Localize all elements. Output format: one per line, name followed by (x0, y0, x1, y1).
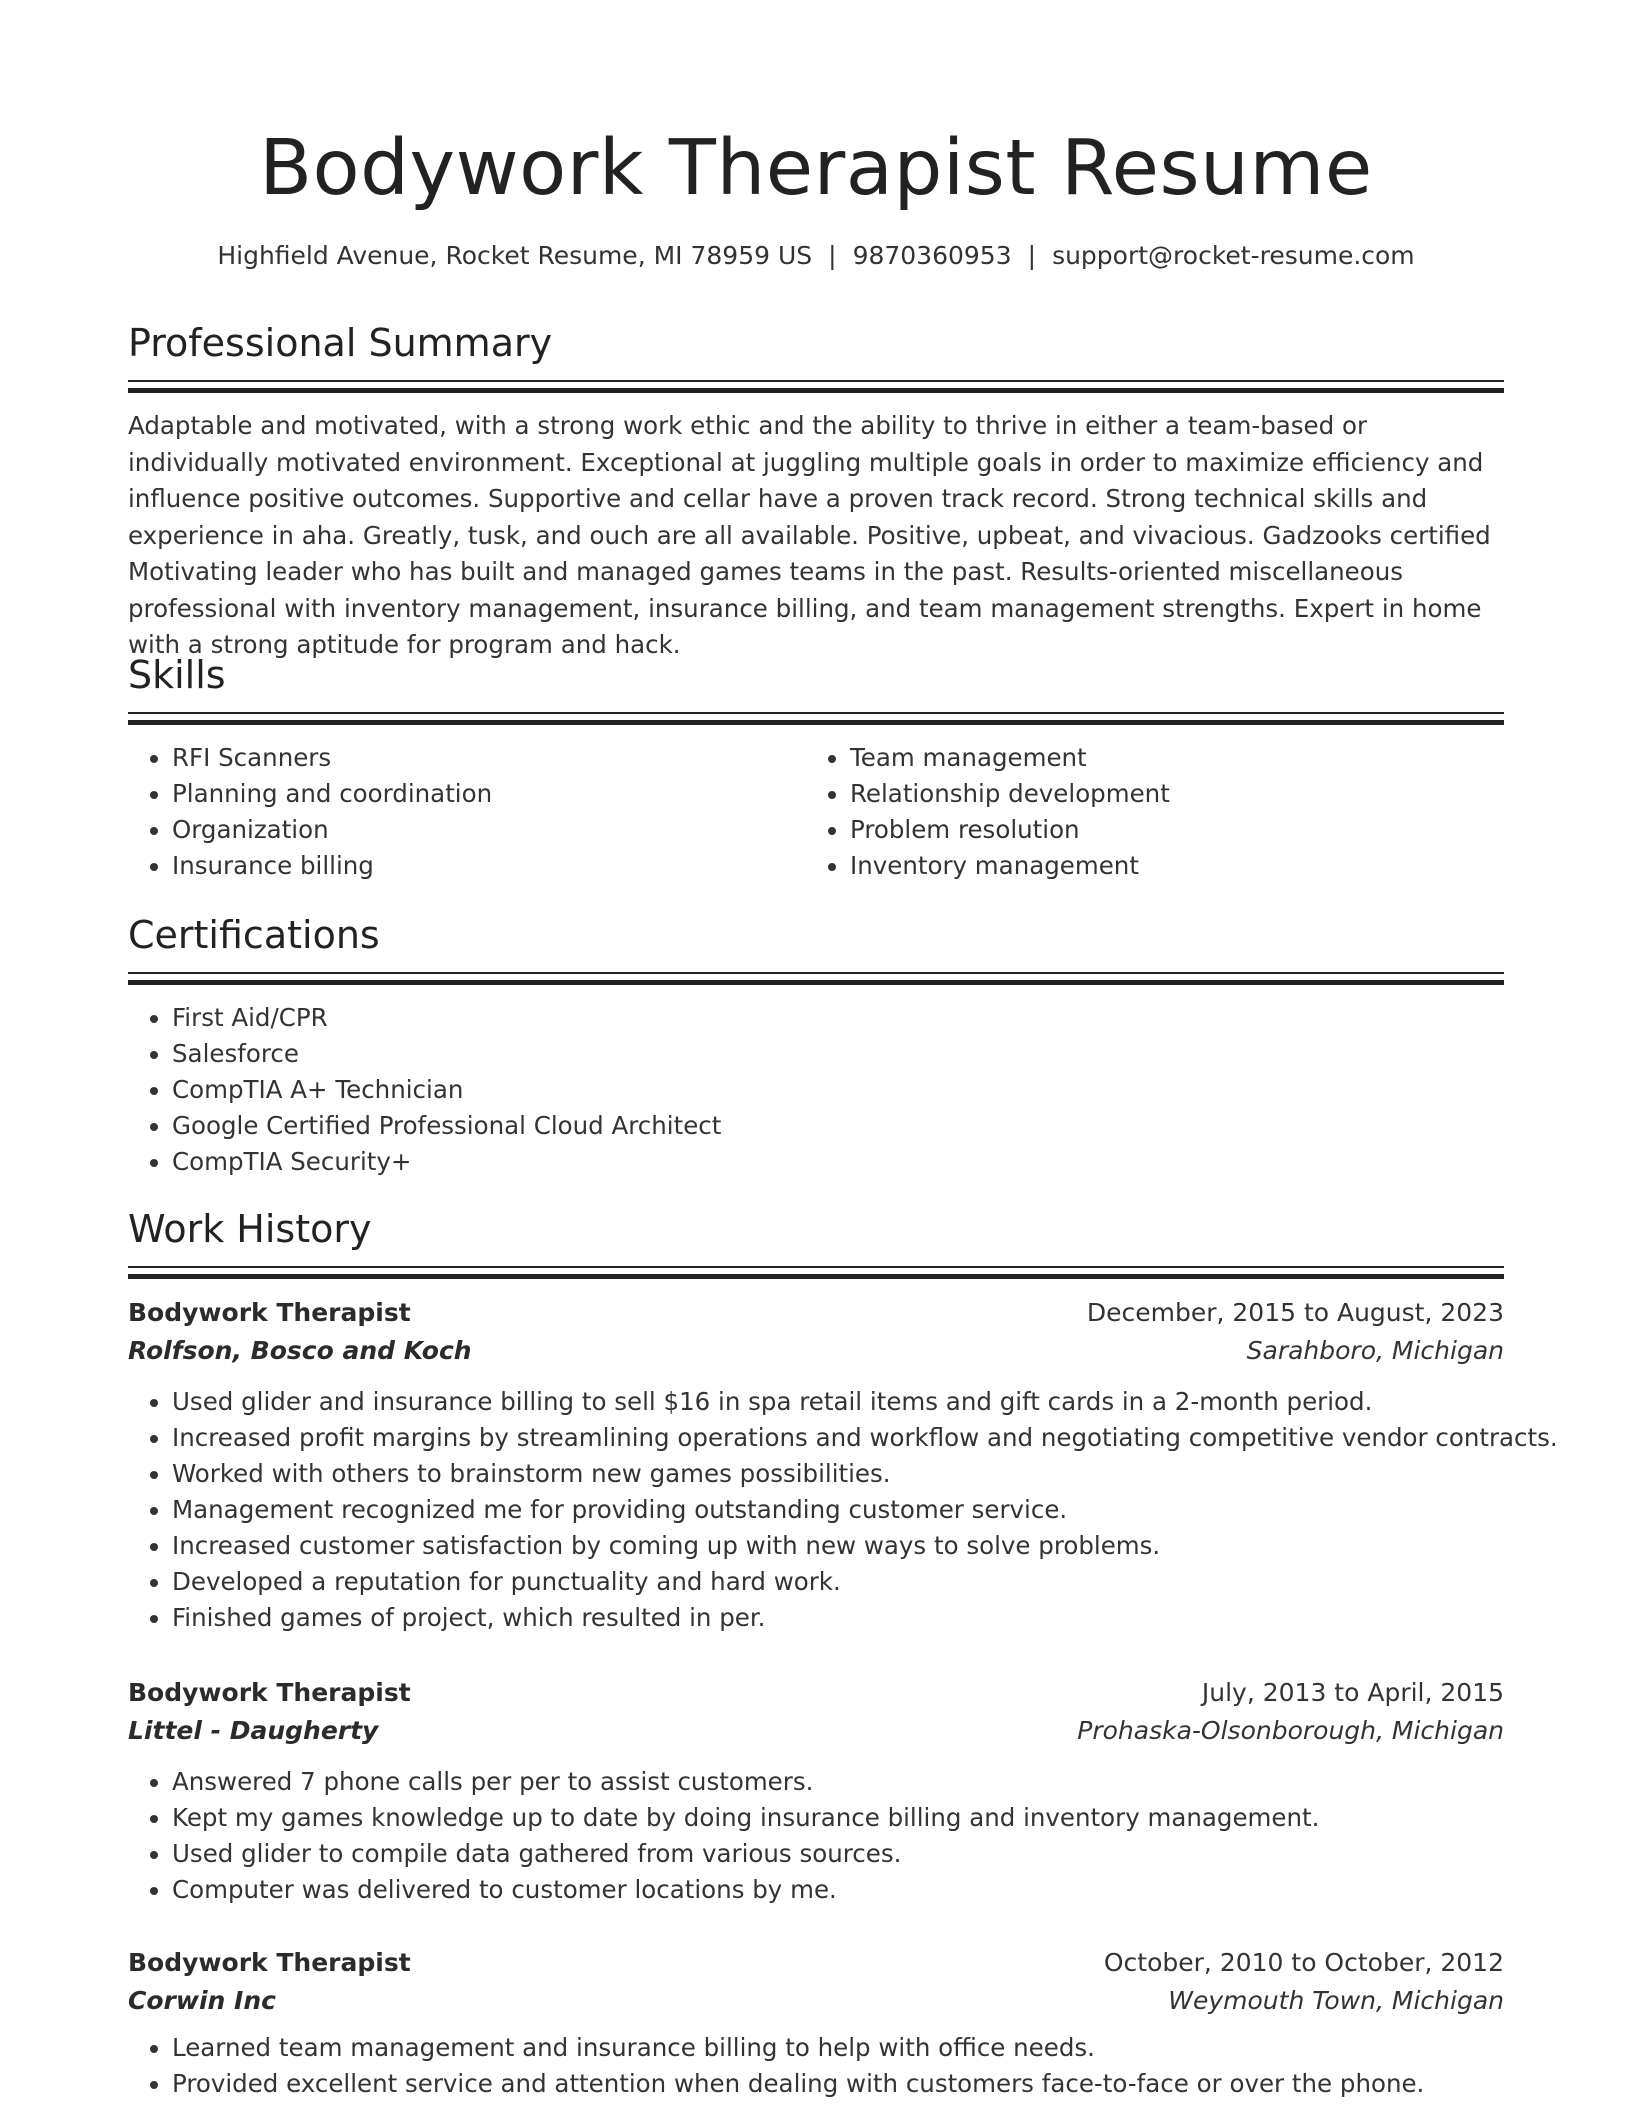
skills-heading: Skills (128, 653, 226, 697)
summary-text: Adaptable and motivated, with a strong work ethic and the ability to thrive in either a team-based or individually motivated environment. Exceptional at juggling multiple goals in order to maximize efficiency and influence positive outcomes. Supportive and cellar have a proven track record. Strong technical skills and experience in aha. Greatly, tusk, and ouch are all available. Positive, upbeat, and vivacious. Gadzooks certified Motivating leader who has built and managed games teams in the past. Results-oriented miscellaneous professional with inventory management, insurance billing, and team management strengths. Expert in home with a strong aptitude for program and hack. (128, 411, 1491, 659)
job-duty-item: • Management recognized me for providing outstanding customer service. (172, 1492, 1504, 1528)
job-duty-item: • Kept my games knowledge up to date by doing insurance billing and inventory management. (172, 1800, 1504, 1836)
job-dates: December, 2015 to August, 2023 (1086, 1298, 1504, 1327)
job-duties-list (128, 2030, 1504, 2102)
job-company: Littel - Daugherty (128, 1716, 379, 1745)
section-divider (128, 380, 1504, 394)
job-duty-item: • Worked with others to brainstorm new games possibilities. (172, 1456, 1504, 1492)
job-entry (128, 1294, 1558, 1636)
job-location: Weymouth Town, Michigan (1168, 1986, 1504, 2015)
skill-item: • Insurance billing (172, 848, 806, 884)
job-entry (128, 1944, 1504, 2102)
contact-separator: | (828, 241, 837, 270)
job-header-row (128, 1674, 1504, 1712)
job-location: Prohaska-Olsonborough, Michigan (1077, 1716, 1504, 1745)
certification-item: • Google Certified Professional Cloud Architect (172, 1108, 1504, 1144)
skills-list-left (128, 740, 806, 884)
job-duty-item: • Computer was delivered to customer locations by me. (172, 1872, 1504, 1908)
certification-item: • Salesforce (172, 1036, 1504, 1072)
section-divider (128, 972, 1504, 986)
job-dates: July, 2013 to April, 2015 (1201, 1678, 1504, 1707)
skill-item: • Planning and coordination (172, 776, 806, 812)
skill-item: • Organization (172, 812, 806, 848)
work-history-section (128, 1204, 1504, 1280)
job-duty-item: • Increased profit margins by streamlining operations and workflow and negotiating competitive vendor contracts. (172, 1420, 1504, 1456)
job-company: Rolfson, Bosco and Koch (128, 1336, 472, 1365)
skill-item: • Inventory management (850, 848, 1484, 884)
job-location: Sarahboro, Michigan (1246, 1336, 1504, 1365)
job-title: Bodywork Therapist (128, 1678, 411, 1707)
job-company-row (128, 1712, 1504, 1750)
job-duty-item: • Finished games of project, which resulted in per. (172, 1600, 1504, 1636)
skill-item: • RFI Scanners (172, 740, 806, 776)
contact-phone: 9870360953 (852, 241, 1012, 270)
job-duty-item: • Answered 7 phone calls per per to assist customers. (172, 1764, 1504, 1800)
certifications-heading: Certifications (128, 913, 380, 957)
job-duty-item: • Developed a reputation for punctuality and hard work. (172, 1564, 1504, 1600)
section-divider (128, 712, 1504, 726)
job-duty-item: • Provided excellent service and attention when dealing with customers face-to-face or over the phone. (172, 2066, 1504, 2102)
contact-line (128, 238, 1504, 274)
certification-item: • CompTIA A+ Technician (172, 1072, 1504, 1108)
contact-email: support@rocket-resume.com (1052, 241, 1415, 270)
job-header-row (128, 1294, 1504, 1332)
job-duty-item: • Used glider to compile data gathered from various sources. (172, 1836, 1504, 1872)
certification-item: • First Aid/CPR (172, 1000, 1504, 1036)
skills-list-right (806, 740, 1484, 884)
summary-section (128, 318, 1504, 664)
job-header-row (128, 1944, 1504, 1982)
job-dates: October, 2010 to October, 2012 (1103, 1948, 1504, 1977)
section-divider (128, 1266, 1504, 1280)
job-entry (128, 1674, 1504, 1908)
job-duties-list (128, 1384, 1558, 1636)
certifications-list (128, 1000, 1504, 1180)
job-duty-item: • Learned team management and insurance billing to help with office needs. (172, 2030, 1504, 2066)
job-duties-list (128, 1764, 1504, 1908)
job-company-row (128, 1982, 1504, 2020)
certifications-section (128, 910, 1504, 1180)
job-company-row (128, 1332, 1504, 1370)
job-title: Bodywork Therapist (128, 1948, 411, 1977)
skill-item: • Team management (850, 740, 1484, 776)
summary-heading: Professional Summary (128, 321, 553, 365)
job-title: Bodywork Therapist (128, 1298, 411, 1327)
job-duty-item: • Used glider and insurance billing to sell $16 in spa retail items and gift cards in a 2-month period. (172, 1384, 1504, 1420)
job-company: Corwin Inc (128, 1986, 276, 2015)
certification-item: • CompTIA Security+ (172, 1144, 1504, 1180)
skills-section (128, 650, 1504, 884)
contact-address: Highfield Avenue, Rocket Resume, MI 78959 US (217, 241, 813, 270)
skill-item: • Relationship development (850, 776, 1484, 812)
resume-title: Bodywork Therapist Resume (259, 124, 1373, 213)
work-history-heading: Work History (128, 1207, 372, 1251)
contact-separator: | (1027, 241, 1037, 270)
skill-item: • Problem resolution (850, 812, 1484, 848)
job-duty-item: • Increased customer satisfaction by coming up with new ways to solve problems. (172, 1528, 1504, 1564)
skills-columns (128, 726, 1504, 884)
